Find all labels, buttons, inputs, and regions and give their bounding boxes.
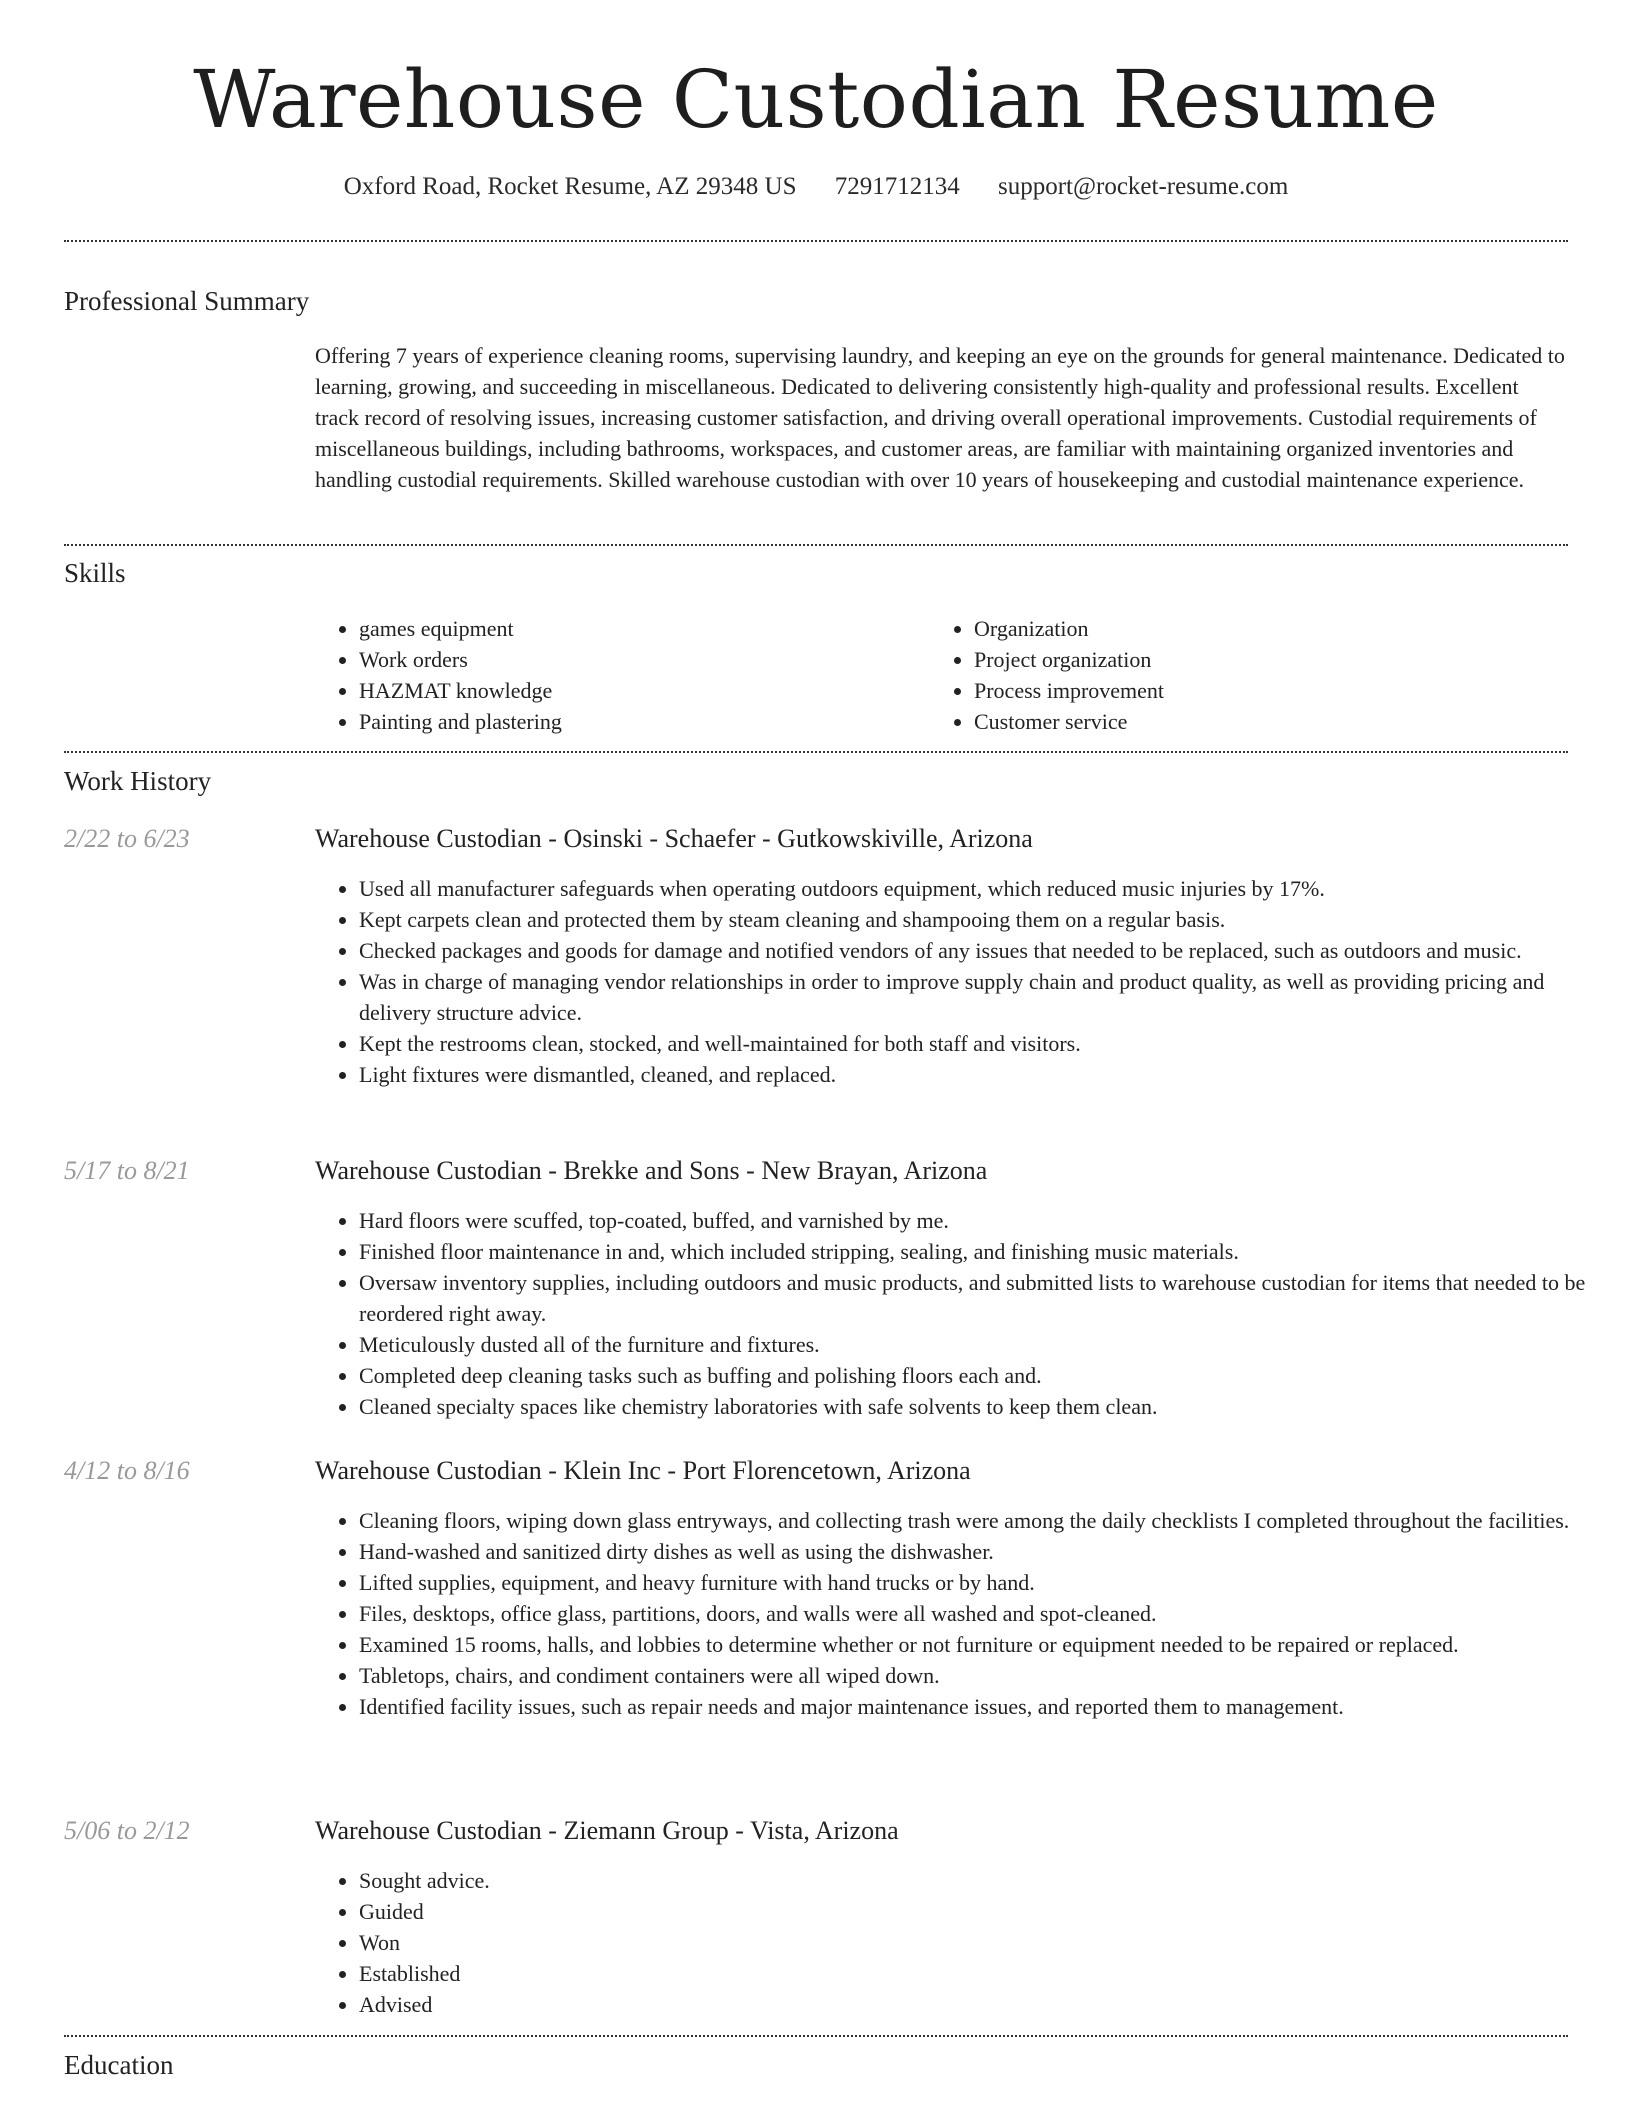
job-bullets	[315, 873, 1611, 1090]
section-divider	[64, 240, 1568, 242]
summary-text: Offering 7 years of experience cleaning rooms, supervising laundry, and keeping an eye on the grounds for general maintenance. Dedicated to learning, growing, and succeeding in miscellaneous. Dedicated to delivering consistently high-quality and professional results. Excellent track record of resolving issues, increasing customer satisfaction, and driving overall operational improvements. Custodial requirements of miscellaneous buildings, including bathrooms, workspaces, and customer areas, are familiar with maintaining organized inventories and handling custodial requirements. Skilled warehouse custodian with over 10 years of housekeeping and custodial maintenance experience.	[315, 343, 1565, 492]
job-bullet: • Oversaw inventory supplies, including outdoors and music products, and submitted lists to warehouse custodian for items that needed to be reordered right away.	[359, 1267, 1611, 1329]
job-bullet: • Files, desktops, office glass, partitions, doors, and walls were all washed and spot-cleaned.	[359, 1598, 1611, 1629]
job-bullet: • Kept carpets clean and protected them by steam cleaning and shampooing them on a regular basis.	[359, 904, 1611, 935]
skills-heading: Skills	[64, 558, 126, 588]
job-bullet: • Used all manufacturer safeguards when operating outdoors equipment, which reduced music injuries by 17%.	[359, 873, 1611, 904]
job-bullet: • Lifted supplies, equipment, and heavy furniture with hand trucks or by hand.	[359, 1567, 1611, 1598]
job-bullet: • Hard floors were scuffed, top-coated, buffed, and varnished by me.	[359, 1205, 1611, 1236]
job-title: Warehouse Custodian - Klein Inc - Port Florencetown, Arizona	[315, 1456, 971, 1485]
section-divider	[64, 2035, 1568, 2037]
contact-phone: 7291712134	[834, 173, 960, 200]
job-title: Warehouse Custodian - Brekke and Sons - New Brayan, Arizona	[315, 1156, 988, 1185]
skill-item: • Organization	[974, 613, 1534, 644]
job-bullet: • Examined 15 rooms, halls, and lobbies to determine whether or not furniture or equipment needed to be repaired or replaced.	[359, 1629, 1611, 1660]
job-bullet: • Sought advice.	[359, 1865, 1611, 1896]
skill-item: • Painting and plastering	[359, 706, 919, 737]
job-bullet: • Identified facility issues, such as repair needs and major maintenance issues, and reported them to management.	[359, 1691, 1611, 1722]
job-bullets	[315, 1205, 1611, 1422]
summary-heading: Professional Summary	[64, 286, 310, 316]
contact-line	[0, 170, 1632, 204]
skill-item: • games equipment	[359, 613, 919, 644]
job-dates: 4/12 to 8/16	[64, 1456, 190, 1485]
job-bullet: • Tabletops, chairs, and condiment containers were all wiped down.	[359, 1660, 1611, 1691]
job-dates: 5/17 to 8/21	[64, 1156, 190, 1185]
job-bullet: • Kept the restrooms clean, stocked, and well-maintained for both staff and visitors.	[359, 1028, 1611, 1059]
skill-item: • Work orders	[359, 644, 919, 675]
education-heading: Education	[64, 2050, 174, 2080]
job-bullet: • Was in charge of managing vendor relationships in order to improve supply chain and product quality, as well as providing pricing and delivery structure advice.	[359, 966, 1611, 1028]
job-bullet: • Finished floor maintenance in and, which included stripping, sealing, and finishing music materials.	[359, 1236, 1611, 1267]
job-bullet: • Established	[359, 1958, 1611, 1989]
resume-title: Warehouse Custodian Resume	[193, 53, 1439, 146]
job-bullet: • Hand-washed and sanitized dirty dishes as well as using the dishwasher.	[359, 1536, 1611, 1567]
skill-item: • Project organization	[974, 644, 1534, 675]
job-title: Warehouse Custodian - Ziemann Group - Vista, Arizona	[315, 1816, 899, 1845]
job-bullet: • Cleaning floors, wiping down glass entryways, and collecting trash were among the daily checklists I completed throughout the facilities.	[359, 1505, 1611, 1536]
skill-item: • HAZMAT knowledge	[359, 675, 919, 706]
skill-item: • Process improvement	[974, 675, 1534, 706]
contact-address: Oxford Road, Rocket Resume, AZ 29348 US	[343, 173, 797, 200]
job-bullet: • Completed deep cleaning tasks such as buffing and polishing floors each and.	[359, 1360, 1611, 1391]
job-bullet: • Cleaned specialty spaces like chemistry laboratories with safe solvents to keep them clean.	[359, 1391, 1611, 1422]
section-divider	[64, 751, 1568, 753]
job-bullet: • Checked packages and goods for damage and notified vendors of any issues that needed to be replaced, such as outdoors and music.	[359, 935, 1611, 966]
job-dates: 2/22 to 6/23	[64, 824, 190, 853]
work-history-heading: Work History	[64, 766, 212, 796]
job-bullet: • Won	[359, 1927, 1611, 1958]
job-bullet: • Advised	[359, 1989, 1611, 2020]
contact-email: support@rocket-resume.com	[997, 173, 1289, 200]
section-divider	[64, 544, 1568, 546]
job-dates: 5/06 to 2/12	[64, 1816, 190, 1845]
skill-item: • Customer service	[974, 706, 1534, 737]
skills-list-left	[315, 613, 919, 737]
job-bullet: • Guided	[359, 1896, 1611, 1927]
job-bullet: • Light fixtures were dismantled, cleaned, and replaced.	[359, 1059, 1611, 1090]
job-bullets	[315, 1865, 1611, 2020]
job-bullet: • Meticulously dusted all of the furniture and fixtures.	[359, 1329, 1611, 1360]
job-bullets	[315, 1505, 1611, 1722]
skills-list-right	[930, 613, 1534, 737]
job-title: Warehouse Custodian - Osinski - Schaefer - Gutkowskiville, Arizona	[315, 824, 1033, 853]
